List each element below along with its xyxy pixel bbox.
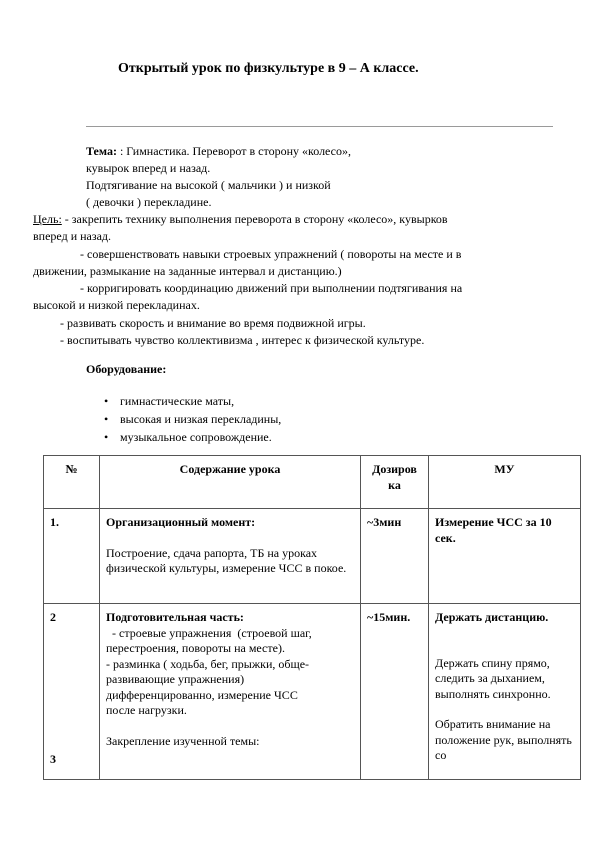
content-line: дифференцированно, измерение ЧСС [106,687,298,702]
goal-line-1: - закрепить технику выполнения переворота в сторону «колесо», кувырков [61,212,448,226]
row-number-text: 3 [50,752,56,766]
content-title: Подготовительная часть: [106,610,244,624]
header-dose: Дозиров ка [361,456,429,509]
dose-text: ~3мин [367,515,402,529]
spacer [435,702,574,717]
mu-title: Держать дистанцию. [435,610,549,624]
goal-line-8: - воспитывать чувство коллективизма , интерес к физической культуре. [60,333,425,348]
theme-line-1: : Гимнастика. Переворот в сторону «колесо», [119,144,352,158]
row-number [44,509,100,604]
row-mu [429,509,581,604]
divider [86,126,553,127]
content-line: после нагрузки. [106,703,187,717]
content-line: развивающие упражнения) [106,672,245,686]
content-line: - разминка ( ходьба, бег, прыжки, обще- [106,656,310,671]
header-mu: МУ [429,456,581,509]
row-number-text: 2 [50,610,56,624]
equipment-item: • музыкальное сопровождение. [104,428,281,446]
row-number [44,604,100,780]
row-dose [361,604,429,780]
row-dose [361,509,429,604]
goal-line-6: высокой и низкой перекладинах. [33,298,200,313]
equipment-item: • высокая и низкая перекладины, [104,410,281,428]
content-line: перестроения, повороты на месте). [106,641,285,655]
theme-line-4: ( девочки ) перекладине. [86,195,212,209]
content-extra: Закрепление изученной темы: [106,733,260,748]
row-content [100,509,361,604]
theme-label: Тема: [86,144,117,158]
mu-text: Держать спину прямо, следить за дыханием, выполнять синхронно. [435,655,551,701]
mu-title: Измерение ЧСС за 10 сек. [435,515,552,545]
table-header-row [44,456,581,509]
goal-line-5: - корригировать координацию движений при выполнении подтягивания на [80,281,463,296]
row-mu [429,604,581,780]
theme-line-3: Подтягивание на высокой ( мальчики ) и низкой [86,178,331,192]
table-row [44,509,581,604]
lesson-plan-table [43,455,581,780]
equipment-title: Оборудование: [86,362,167,376]
header-number: № [44,456,100,509]
page-title: Открытый урок по физкультуре в 9 – А классе. [118,61,419,76]
content-text: Построение, сдача рапорта, ТБ на уроках физической культуры, измерение ЧСС в покое. [106,545,347,575]
spacer [435,626,574,656]
spacer [106,719,354,734]
lesson-theme [86,143,506,211]
dose-text: ~15мин. [367,610,411,624]
goal-line-7: - развивать скорость и внимание во время подвижной игры. [60,315,366,330]
goal-line-2: вперед и назад. [33,229,112,244]
spacer [106,531,354,546]
theme-line-2: кувырок вперед и назад. [86,161,211,175]
table-row [44,604,581,780]
row-content [100,604,361,780]
content-title: Организационный момент: [106,515,256,529]
header-content: Содержание урока [100,456,361,509]
equipment-list [104,392,281,446]
goal-label: Цель: [33,212,62,226]
content-line: - строевые упражнения (строевой шаг, [106,625,312,640]
lesson-goals [33,211,553,349]
goal-line-4: движении, размыкание на заданные интервал и дистанцию.) [33,263,342,278]
row-number-text: 1. [50,515,59,529]
mu-text: Обратить внимание на положение рук, выполнять со [435,717,572,762]
equipment-item: • гимнастические маты, [104,392,281,410]
goal-line-3: - совершенствовать навыки строевых упражнений ( повороты на месте и в [80,246,462,261]
